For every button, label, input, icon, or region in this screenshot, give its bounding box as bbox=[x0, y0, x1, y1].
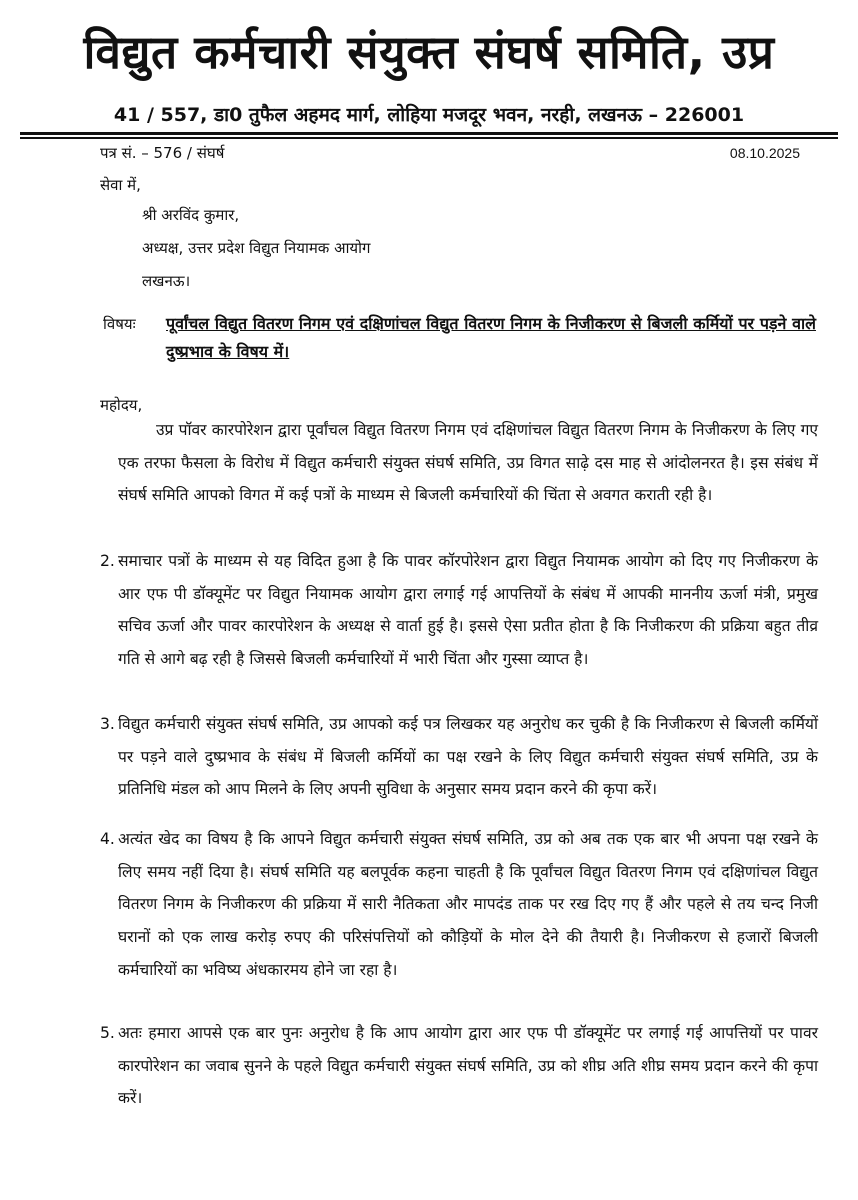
letter-date: 08.10.2025 bbox=[729, 145, 800, 161]
organization-title: विद्युत कर्मचारी संयुक्त संघर्ष समिति, उप्र bbox=[83, 25, 775, 79]
intro-paragraph: उप्र पॉवर कारपोरेशन द्वारा पूर्वांचल विद्युत वितरण निगम एवं दक्षिणांचल विद्युत वितरण निगम के निजीकरण के लिए गए एक तरफा फैसला के विरोध में विद्युत कर्मचारी संयुक्त संघर्ष समिति, उप्र विगत साढ़े दस माह से आंदोलनरत है। इस संबंध में संघर्ष समिति आपको विगत में कई पत्रों के माध्यम से बिजली कर्मचारियों की चिंता से अवगत कराती रही है। bbox=[118, 421, 818, 505]
greeting: महोदय, bbox=[100, 396, 143, 414]
organization-address: 41 / 557, डा0 तुफैल अहमद मार्ग, लोहिया मजदूर भवन, नरही, लखनऊ – 226001 bbox=[113, 104, 745, 126]
paragraph-number: 4. bbox=[100, 830, 115, 848]
recipient-city: लखनऊ। bbox=[142, 272, 191, 290]
recipient-name: श्री अरविंद कुमार, bbox=[142, 206, 240, 224]
paragraph-2: समाचार पत्रों के माध्यम से यह विदित हुआ है कि पावर कॉरपोरेशन द्वारा विद्युत नियामक आयोग को दिए गए निजीकरण के आर एफ पी डॉक्यूमेंट पर विद्युत नियामक आयोग द्वारा लगाई गई आपत्तियों के संबंध में आपकी माननीय ऊर्जा मंत्री, प्रमुख सचिव ऊर्जा और पावर कारपोरेशन के अध्यक्ष से वार्ता हुई है। इससे ऐसा प्रतीत होता है कि निजीकरण की प्रक्रिया बहुत तीव्र गति से आगे बढ़ रही है जिससे बिजली कर्मचारियों में भारी चिंता और गुस्सा व्याप्त है। bbox=[118, 552, 818, 669]
paragraph-number: 2. bbox=[100, 552, 115, 570]
subject-text: पूर्वांचल विद्युत वितरण निगम एवं दक्षिणांचल विद्युत वितरण निगम के निजीकरण से बिजली कर्मियों पर पड़ने वाले दुष्प्रभाव के विषय में। bbox=[166, 314, 816, 361]
paragraph-5: अतः हमारा आपसे एक बार पुनः अनुरोध है कि आप आयोग द्वारा आर एफ पी डॉक्यूमेंट पर लगाई गई आपत्तियों पर पावर कारपोरेशन का जवाब सुनने के पहले विद्युत कर्मचारी संयुक्त संघर्ष समिति, उप्र को शीघ्र अति शीघ्र समय प्रदान करने की कृपा करें। bbox=[118, 1024, 818, 1108]
header-divider-thin bbox=[20, 137, 838, 139]
recipient-designation: अध्यक्ष, उत्तर प्रदेश विद्युत नियामक आयोग bbox=[142, 239, 371, 257]
recipient-salutation: सेवा में, bbox=[100, 176, 141, 194]
letter-reference-number: पत्र सं. – 576 / संघर्ष bbox=[100, 144, 225, 162]
paragraph-3: विद्युत कर्मचारी संयुक्त संघर्ष समिति, उप्र आपको कई पत्र लिखकर यह अनुरोध कर चुकी है कि निजीकरण से बिजली कर्मियों पर पड़ने वाले दुष्प्रभाव के संबंध में बिजली कर्मियों का पक्ष रखने के लिए विद्युत कर्मचारी संयुक्त संघर्ष समिति, उप्र के प्रतिनिधि मंडल को आप मिलने के लिए अपनी सुविधा के अनुसार समय प्रदान करने की कृपा करें। bbox=[118, 715, 818, 799]
paragraph-number: 5. bbox=[100, 1024, 115, 1042]
paragraph-number: 3. bbox=[100, 715, 115, 733]
header-divider bbox=[20, 132, 838, 135]
subject-label: विषयः bbox=[103, 315, 136, 333]
paragraph-4: अत्यंत खेद का विषय है कि आपने विद्युत कर्मचारी संयुक्त संघर्ष समिति, उप्र को अब तक एक बार भी अपना पक्ष रखने के लिए समय नहीं दिया है। संघर्ष समिति यह बलपूर्वक कहना चाहती है कि पूर्वांचल विद्युत वितरण निगम एवं दक्षिणांचल विद्युत वितरण निगम के निजीकरण की प्रक्रिया में सारी नैतिकता और मापदंड ताक पर रख दिए गए हैं और पहले से तय चन्द निजी घरानों को एक लाख करोड़ रुपए की परिसंपत्तियों को कौड़ियों के मोल देने की तैयारी है। निजीकरण से हजारों बिजली कर्मचारियों का भविष्य अंधकारमय होने जा रहा है। bbox=[118, 830, 818, 979]
